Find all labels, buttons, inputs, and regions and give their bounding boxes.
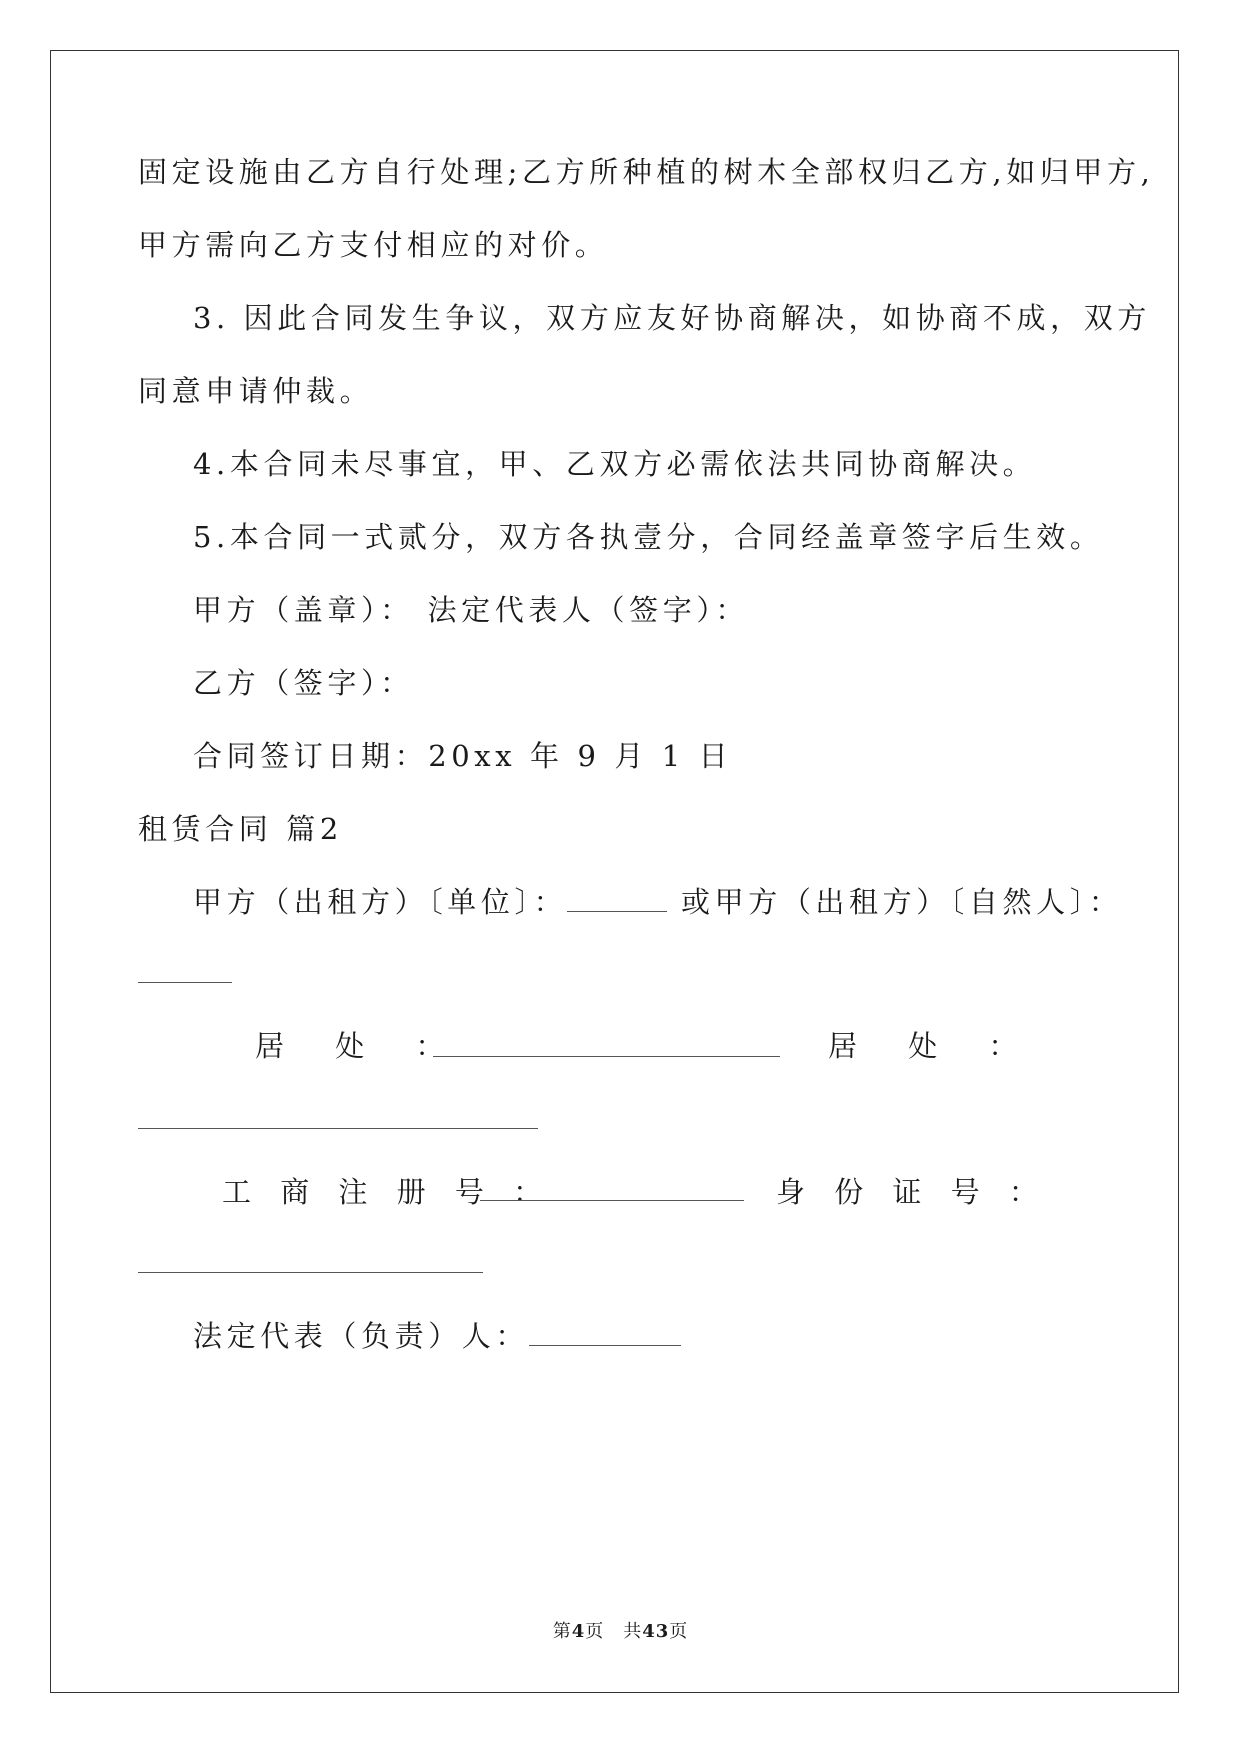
lessor-person-blank: [138, 982, 232, 983]
legal-rep-blank: [529, 1345, 681, 1346]
page-border: [50, 50, 1179, 1693]
lessor-row: [193, 885, 1123, 919]
business-reg-label: 工 商 注 册 号 ：: [222, 1175, 553, 1209]
section-title: 租赁合同 篇2: [138, 812, 343, 846]
clause-3: 3. 因此合同发生争议，双方应友好协商解决，如协商不成，双方: [193, 301, 1151, 335]
lessor-unit-label: 甲方（出租方）〔单位〕：: [193, 885, 568, 919]
clause-4: 4.本合同未尽事宜，甲、乙双方必需依法共同协商解决。: [193, 447, 1037, 481]
signing-date: 合同签订日期：20xx 年 9 月 1 日: [193, 739, 733, 773]
lessor-person-label: 或甲方（出租方）〔自然人〕：: [681, 885, 1123, 919]
page-footer: [0, 1617, 1241, 1643]
paragraph-compensation: 甲方需向乙方支付相应的对价。: [138, 228, 609, 262]
clause-5: 5.本合同一式贰分，双方各执壹分，合同经盖章签字后生效。: [193, 520, 1104, 554]
paragraph-fixtures: 固定设施由乙方自行处理;乙方所种植的树木全部权归乙方,如归甲方,: [138, 155, 1155, 189]
business-reg-blank: [480, 1200, 744, 1201]
total-page-count: 43: [642, 1621, 670, 1642]
party-b-signature-line: 乙方（签字）：: [193, 666, 414, 700]
residence-label-2: 居 处 ：: [828, 1029, 1039, 1063]
residence-blank-2: [138, 1128, 538, 1129]
footer-mid: 页 共: [585, 1621, 643, 1642]
footer-suffix: 页: [669, 1621, 689, 1642]
id-number-blank: [138, 1272, 483, 1273]
lessor-unit-blank: [567, 911, 667, 912]
id-number-label: 身 份 证 号 ：: [776, 1175, 1048, 1209]
legal-rep-row: [193, 1319, 681, 1353]
party-a-signature-line: 甲方（盖章）： 法定代表人（签字）：: [193, 593, 750, 627]
clause-3-continued: 同意申请仲裁。: [138, 374, 374, 408]
legal-rep-label: 法定代表（负责）人：: [193, 1319, 530, 1353]
residence-blank-1: [433, 1056, 780, 1057]
residence-label-1: 居 处 ：: [255, 1029, 466, 1063]
current-page-number: 4: [571, 1621, 586, 1642]
footer-prefix: 第: [552, 1621, 572, 1642]
